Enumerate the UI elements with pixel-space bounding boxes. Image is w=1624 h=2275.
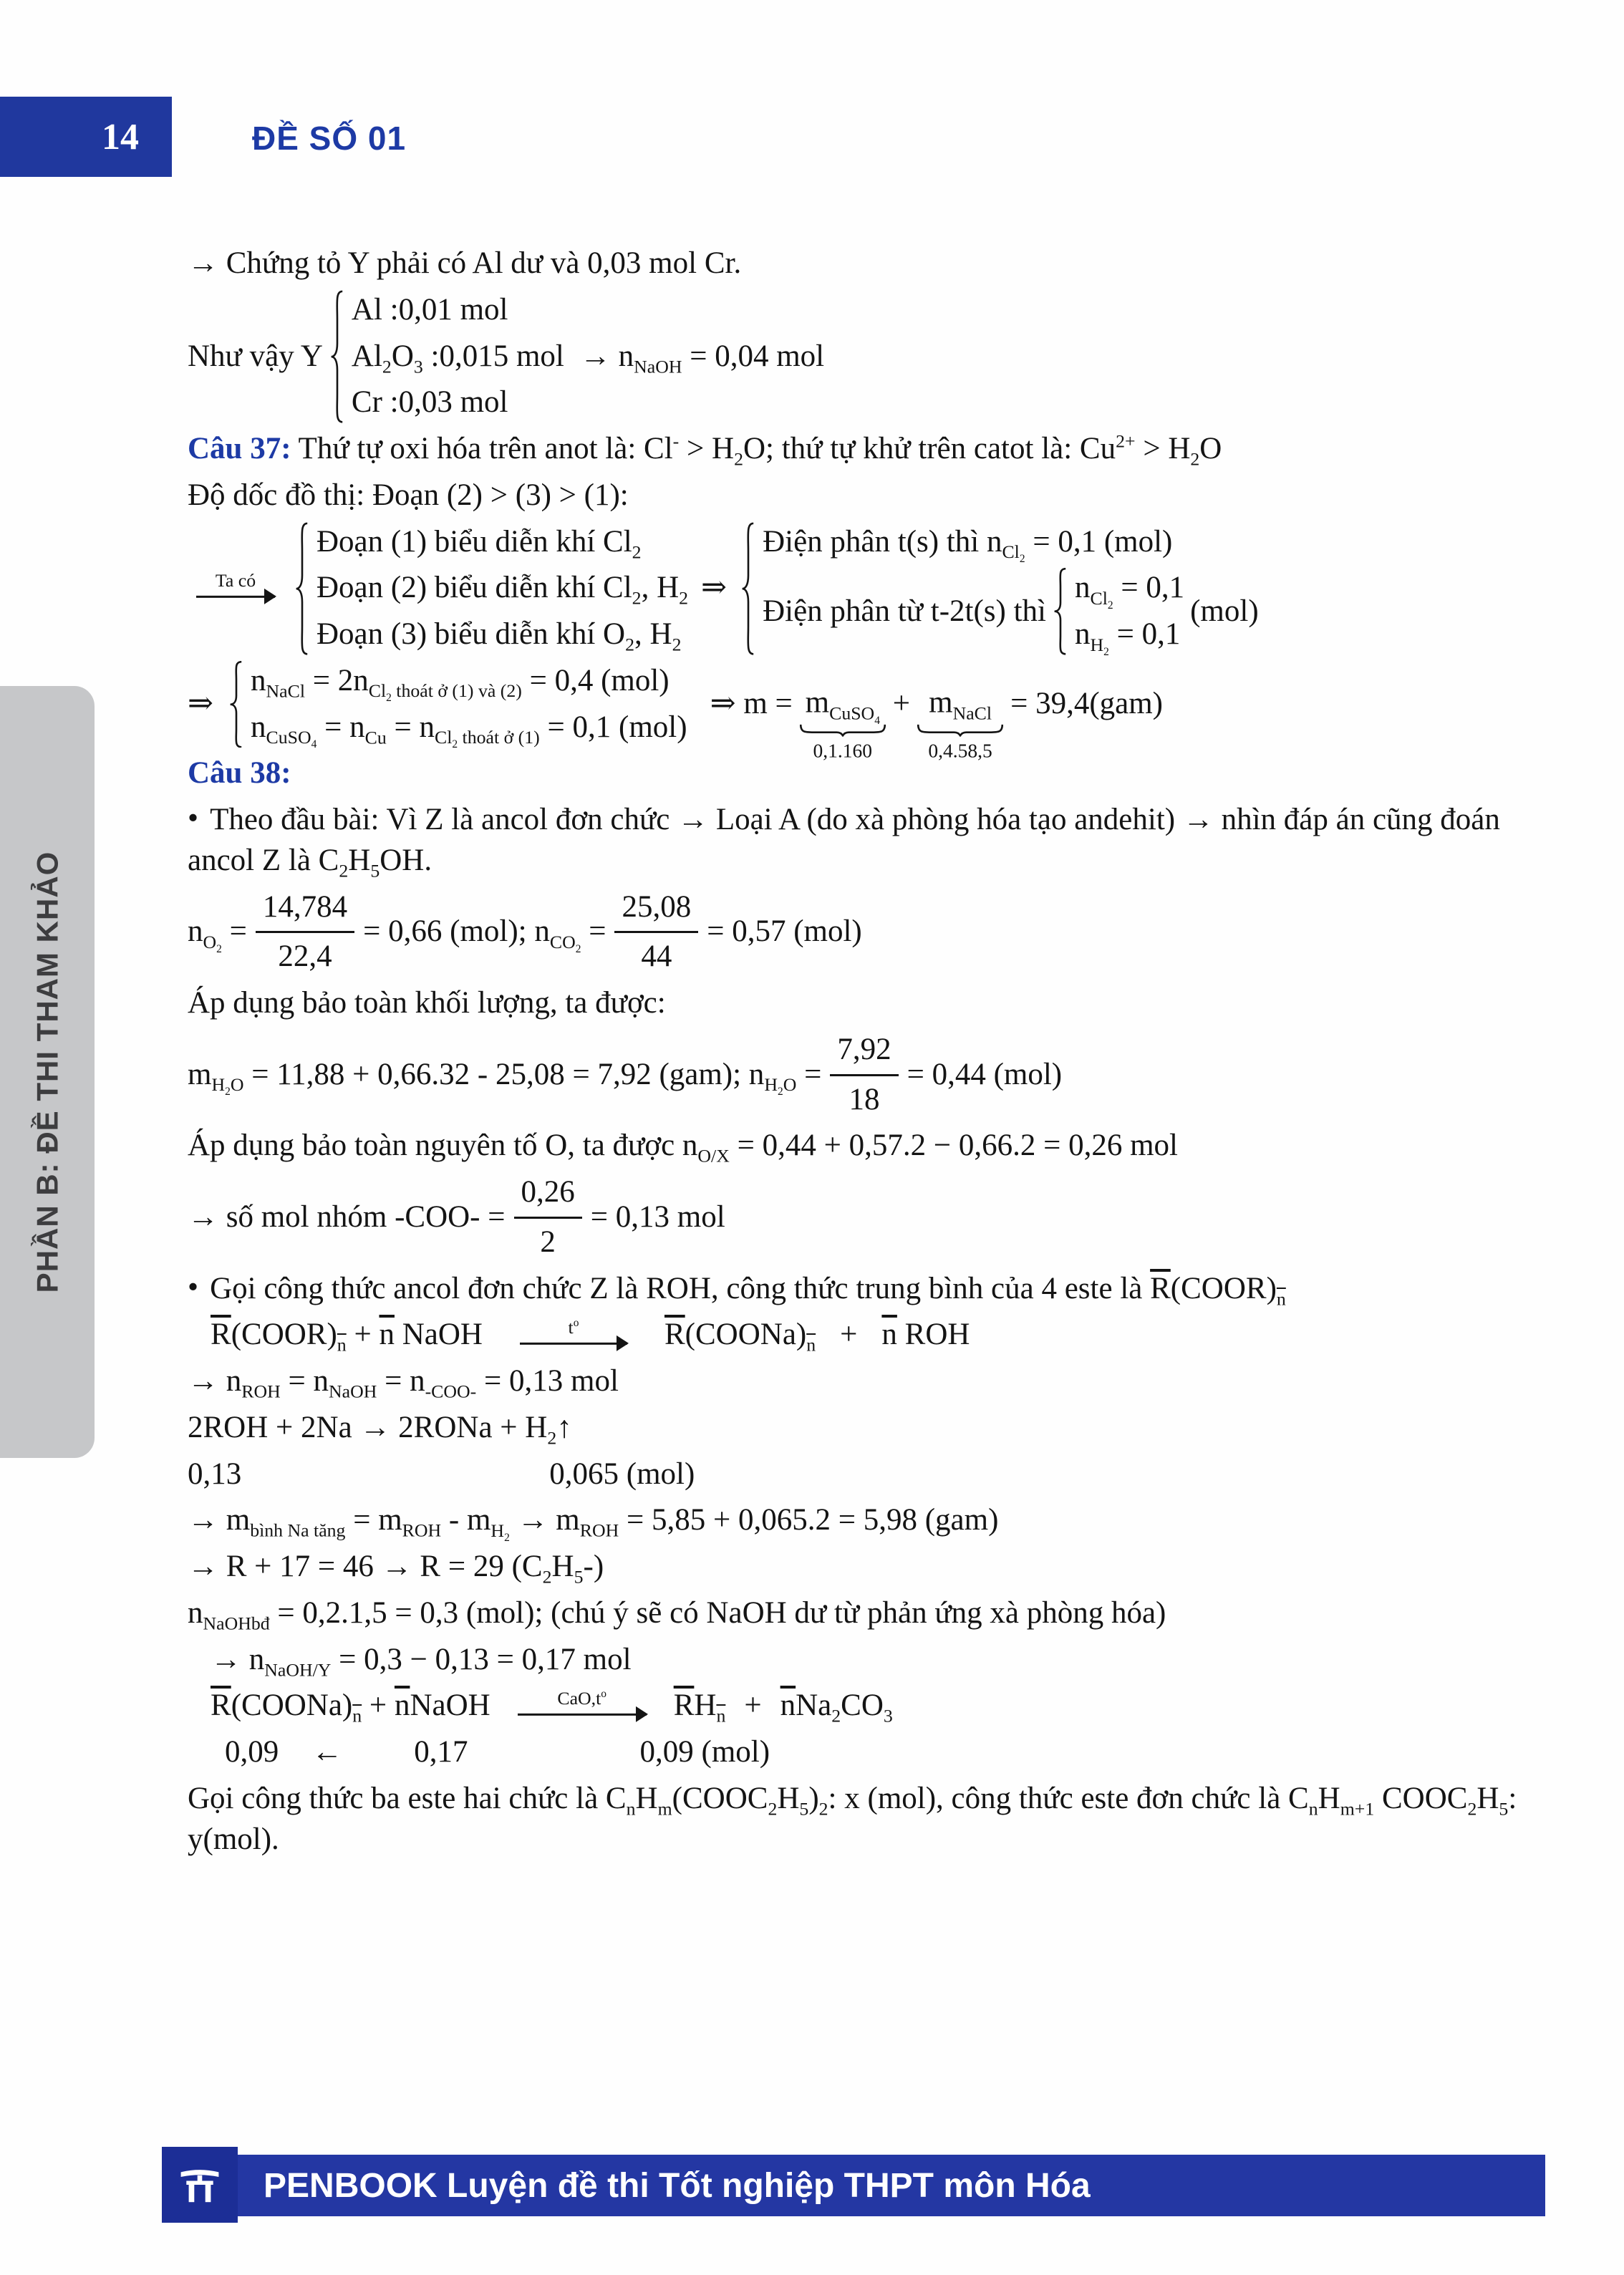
paragraph [188,1408,1545,1449]
left-brace-icon [294,522,311,655]
subscript: NaOH/Y [264,1659,332,1681]
subscript: CuSO4 [829,702,880,727]
rich-text: $n_{H_2} = 0,1$ [1074,617,1181,658]
page-number: 14 [102,116,139,158]
subscript: 2 [818,1798,828,1820]
subscript: 3 [413,356,423,377]
subscript: 2 [386,692,392,705]
paragraph [188,429,1545,470]
math-row [188,887,1545,978]
overline-text: n [1276,1288,1286,1310]
sidebar-tab [0,686,95,1458]
math-row [188,290,1545,423]
rich-text: 0,09 [225,1735,279,1769]
subscript: m+1 [1340,1798,1375,1820]
rich-text: Thứ tự oxi hóa trên anot là: $Cl^- > H_2O$; thứ tự khử trên catot là: $Cu^{2+} > H_2O$ [298,430,1222,470]
math-row [211,1686,1545,1726]
rich-text: $Al_2O_3$ :0,015 mol [351,339,564,377]
rich-text: $\overline{R}(COOR)_{\overline{n}} + \overline{n}$ NaOH [211,1318,483,1356]
rich-text: Đoạn (3) biểu diễn khí $O_2$, $H_2$ [316,617,682,655]
overline-text: $\overline{R}$ [211,1318,231,1352]
brace-rows [245,661,687,751]
spacer [693,704,710,705]
rich-text: = 0,13 mol [590,1199,725,1234]
rich-text: → $m_{bình Na tăng} = m_{ROH} - m_{H_2} \to m_{ROH} = 5,85 + 0,065.2 = 5,98$ (gam) [188,1503,999,1544]
rich-text: → $n_{ROH} = n_{NaOH} = n_{-COO-} = 0,13$ mol [188,1364,619,1402]
brace-row [316,522,688,563]
rich-text: 0,17 [414,1735,468,1769]
penbook-logo-icon [176,2161,223,2208]
paragraph [188,1269,1545,1310]
subscript: 2 [777,1086,783,1098]
rich-text: ← [311,1735,343,1769]
fraction [256,887,354,978]
footer-text: PENBOOK Luyện đề thi Tốt nghiệp THPT môn Hóa [264,2166,1091,2205]
subscript: NaCl [952,702,992,724]
overline-text: $\overline{R}$ [1150,1271,1171,1305]
overline-text: n [716,1705,726,1726]
overline-text: n [337,1334,347,1356]
subscript: -COO- [425,1381,477,1402]
subscript: 5 [1499,1798,1509,1820]
brace-row [251,707,687,751]
superscript: 2+ [1116,430,1136,452]
footer-bar [238,2155,1545,2216]
fraction [830,1030,898,1121]
spacer [570,356,580,357]
subscript: CO2 [549,931,581,956]
arrow-label: $CaO,t^o$ [557,1688,606,1709]
spacer [727,588,734,589]
question-label: Câu 38: [188,756,291,791]
numerator: 7,92 [830,1030,898,1076]
sidebar-label: PHẦN B: ĐỀ THI THAM KHẢO [30,851,64,1293]
subscript: 2 [575,943,581,956]
brace-row [1074,568,1185,612]
rich-text: Điện phân t(s) thì $n_{Cl_2} = 0,1$ (mol) [763,524,1173,566]
overline-text: n [806,1334,816,1356]
subscript: H2O [764,1074,797,1098]
brace-rows [1069,568,1185,658]
subscript: 2 [679,587,689,609]
math-row [225,1732,1545,1773]
subscript: 2 [1019,553,1025,566]
fraction [614,887,698,978]
spacer [213,704,222,705]
reaction-arrow [518,1689,647,1716]
subscript: 2 [542,1566,552,1588]
subscript: 5 [799,1798,809,1820]
rich-text: $\overline{n}$ ROH [881,1318,970,1352]
brace-row [352,290,564,331]
spacer [279,1752,311,1753]
paragraph [211,1640,1545,1681]
rich-text: $\overline{R}(COONa)_{\overline{n}}$ + $\overline{n}NaOH$ [211,1689,490,1726]
subscript: NaOHbđ [203,1613,270,1634]
subscript: Cl2 thoát ở (1) [435,727,540,751]
superscript: - [672,430,680,452]
rich-text: 0,065 (mol) [549,1457,695,1491]
spacer [694,588,701,589]
subscript: 2 [1107,599,1113,612]
subscript: ROH [241,1381,281,1402]
subscript: H2O [211,1074,244,1098]
subscript: CuSO4 [266,727,317,751]
rich-text: 0,13 [188,1457,242,1491]
rich-text: 2ROH + 2Na → 2RONa + $H_2↑$ [188,1410,572,1449]
subscript: Cl2 [1002,541,1025,566]
left-brace-icon [740,522,757,655]
rich-text: Al :0,01 mol [351,292,508,327]
rich-text: Điện phân từ t-2t(s) thì [763,594,1046,628]
rich-text: Theo đầu bài: Vì Z là ancol đơn chức → Loại A (do xà phòng hóa tạo andehit) → nhìn đáp án cũng đoán ancol Z là $C_2H_5OH$. [188,803,1500,881]
bullet-marker: • [188,1270,199,1304]
rich-text: Áp dụng bảo toàn khối lượng, ta được: [188,986,666,1020]
subscript: 2 [1103,645,1109,658]
brace-group [1052,568,1185,658]
subscript: NaOH [328,1381,377,1402]
subscript [806,1335,816,1356]
overline-text: $\overline{n}$ [780,1689,796,1723]
numerator: 0,26 [514,1172,582,1219]
subscript: 2 [339,860,349,881]
subscript: 5 [370,860,380,881]
underbrace-label: 0,4.58,5 [928,739,992,762]
paragraph [188,1593,1545,1634]
subscript: 2 [672,634,682,655]
rich-text: Cr :0,03 mol [351,385,508,420]
spacer [284,588,288,589]
spacer [342,1752,414,1753]
subscript: 2 [1467,1798,1477,1820]
subscript: 2 [452,738,458,751]
brace-row [316,614,688,655]
denominator: 22,4 [278,940,332,974]
rich-text: Như vậy Y [188,339,323,373]
arrow-line [196,596,275,598]
subscript: 4 [874,714,880,727]
subscript: H2 [490,1520,510,1544]
underbrace-icon [917,723,1003,736]
rich-text: → $n_{NaOH/Y} = 0,3 - 0,13 = 0,17$ mol [211,1642,632,1681]
underbrace-icon [800,723,886,736]
paragraph [188,1500,1545,1544]
paragraph [188,800,1545,881]
brace-rows [311,522,688,655]
underbrace-group [800,683,886,764]
underbrace-label: 0,1.160 [813,739,873,762]
subscript: H2 [1090,634,1109,658]
rich-text: → số mol nhóm -COO- = [188,1199,506,1234]
subscript: 4 [311,738,317,751]
brace-rows [346,290,564,423]
paragraph [188,1361,1545,1402]
rich-text: $n_{NaCl} = 2n_{Cl_2 thoát ở (1) và (2)} = 0,4$ (mol) [251,663,670,705]
reaction-arrow [196,571,275,598]
subscript: 2 [632,541,642,563]
arrow-line [520,1343,627,1345]
rich-text: $n_{Cl_2} = 0,1$ [1074,571,1185,612]
subscript [337,1335,347,1356]
overline-text: $\overline{n}$ [379,1318,395,1352]
math-row [188,661,1545,762]
superscript: o [601,1688,606,1701]
rich-text: + [892,687,911,721]
overline-text: n [352,1705,362,1726]
subscript: 2 [382,356,392,377]
rich-text: $n_{O_2}$ = [188,914,247,956]
subscript [352,1706,362,1726]
numerator: 14,784 [256,887,354,934]
subscript: NaOH [634,356,682,377]
subscript: n [1308,1798,1318,1820]
brace-row [352,382,564,423]
rich-text: + [744,1689,762,1723]
left-brace-icon [329,290,346,423]
subscript: bình Na tăng [250,1520,346,1541]
subscript: O2 [203,931,222,956]
rich-text: → Chứng tỏ Y phải có Al dư và 0,03 mol Cr. [188,246,742,280]
question-label: Câu 37: [188,432,291,465]
overline-text: $\overline{n}$ [881,1318,897,1352]
subscript [1277,1288,1286,1309]
paragraph [188,1547,1545,1588]
fraction [514,1172,582,1263]
rich-text: Gọi công thức ba este hai chức là $C_nH_m(COOC_2H_5)_2$: x (mol), công thức este đơn chức là $C_nH_{m+1}$ $COOC_2H_5$: y(mol). [188,1781,1517,1856]
rich-text: $\overline{n}Na_2CO_3$ [780,1689,893,1726]
rich-text: 0,09 (mol) [639,1735,770,1769]
paragraph [188,983,1545,1024]
subscript: 2 [504,1532,510,1544]
rich-text: $m_{H_2O} = 11,88 + 0,66.32 - 25,08 = 7,92$ (gam); $n_{H_2O}$ = [188,1057,822,1098]
subscript: Cl2 [1090,587,1113,612]
math-row [188,1454,1545,1495]
rich-text: $n_{NaOHbđ} = 0,2.1,5 = 0,3$ (mol); (chú ý sẽ có NaOH dư từ phản ứng xà phòng hóa) [188,1595,1166,1634]
subscript [716,1706,725,1726]
arrow-label: $t^o$ [568,1317,579,1338]
overline-text: $\overline{n}$ [394,1689,410,1723]
math-row [188,1030,1545,1121]
spacer [468,1752,640,1753]
overline-text: $\overline{R}$ [211,1689,231,1723]
subscript: Cl2 thoát ở (1) và (2) [368,680,522,705]
rich-text: $n_{CuSO_4} = n_{Cu} = n_{Cl_2 thoát ở (1)} = 0,1$ (mol) [251,710,687,751]
page-title: ĐỀ SỐ 01 [252,120,407,157]
rich-text: + [840,1318,858,1352]
denominator: 44 [641,940,672,974]
denominator: 2 [540,1225,556,1259]
math-row [188,1172,1545,1263]
rich-text: = 0,66 (mol); $n_{CO_2}$ = [363,914,606,956]
subscript: 2 [216,943,222,956]
arrow-line [518,1714,647,1716]
subscript: 2 [632,587,642,609]
denominator: 18 [849,1082,880,1116]
rich-text: Đoạn (1) biểu diễn khí $Cl_2$ [316,524,642,563]
subscript: O/X [697,1145,730,1167]
rich-text: Độ dốc đồ thị: Đoạn (2) > (3) > (1): [188,478,629,512]
underbrace-top: $m_{CuSO_4}$ [805,685,880,727]
left-brace-icon [1052,568,1069,655]
brace-group [329,290,564,423]
subscript: 2 [225,1086,231,1098]
subscript: 2 [831,1705,841,1726]
superscript: o [573,1317,579,1330]
rich-text: $\overline{R}(COONa)_{\overline{n}}$ [664,1318,816,1356]
rich-text: = 0,57 (mol) [707,914,862,949]
underbrace-top: $m_{NaCl}$ [929,685,992,724]
subscript: NaCl [266,680,305,702]
reaction-arrow [520,1318,627,1345]
brace-group [228,661,687,751]
math-row [211,1315,1545,1356]
brace-row [316,568,688,609]
subscript: Cu [364,727,387,748]
rich-text: (mol) [1190,594,1259,628]
brace-row [763,522,1259,566]
brace-rows [757,522,1259,658]
subscript: 5 [574,1566,584,1588]
rich-text: ⇒ [701,571,728,605]
numerator: 25,08 [614,887,698,934]
rich-text: → R + 17 = 46 → R = 29 $(C_2H_5-)$ [188,1550,604,1588]
rich-text: Áp dụng bảo toàn nguyên tố O, ta được $n_{O/X} = 0,44 + 0,57.2 - 0,66.2 = 0,26$ mol [188,1129,1179,1167]
rich-text: = 39,4(gam) [1010,687,1163,721]
rich-text: = 0,44 (mol) [907,1057,1063,1091]
overline-text: $\overline{R}$ [664,1318,685,1352]
brace-row [251,661,687,705]
brace-row [1074,614,1184,658]
subscript: 2 [768,1798,778,1820]
subscript: n [626,1798,636,1820]
math-row [188,522,1545,658]
rich-text: ⇒ m = [710,687,793,721]
subscript: ROH [579,1520,619,1541]
subscript: 2 [1190,448,1200,470]
page-number-box [0,97,172,177]
subscript: 2 [547,1427,557,1449]
penbook-logo [162,2147,238,2223]
rich-text: Gọi công thức ancol đơn chức Z là ROH, công thức trung bình của 4 este là $\overline{R}(COOR)_{\overline{n}}$ [210,1271,1286,1310]
brace-row [763,568,1259,658]
paragraph [188,1126,1545,1167]
subscript: 2 [734,448,743,470]
brace-group [294,522,688,655]
underbrace-group [917,683,1003,764]
rich-text: ⇒ [188,687,214,721]
subscript: m [657,1798,672,1820]
paragraph [188,475,1545,516]
paragraph [188,1779,1545,1860]
bullet-marker: • [188,801,199,835]
brace-group [740,522,1259,658]
rich-text: $\overline{R}H_{\overline{n}}$ [673,1689,726,1726]
subscript: 2 [625,634,634,655]
subscript: 3 [883,1705,893,1726]
overline-text: $\overline{R}$ [673,1689,695,1723]
brace-row [352,337,564,377]
paragraph [188,243,1545,284]
left-brace-icon [228,661,245,748]
rich-text: → $n_{NaOH} = 0,04$ mol [579,339,825,377]
rich-text: Đoạn (2) biểu diễn khí $Cl_2$, $H_2$ [316,571,689,609]
content [188,238,1545,1865]
arrow-label: Ta có [215,570,256,591]
subscript: ROH [402,1520,442,1541]
